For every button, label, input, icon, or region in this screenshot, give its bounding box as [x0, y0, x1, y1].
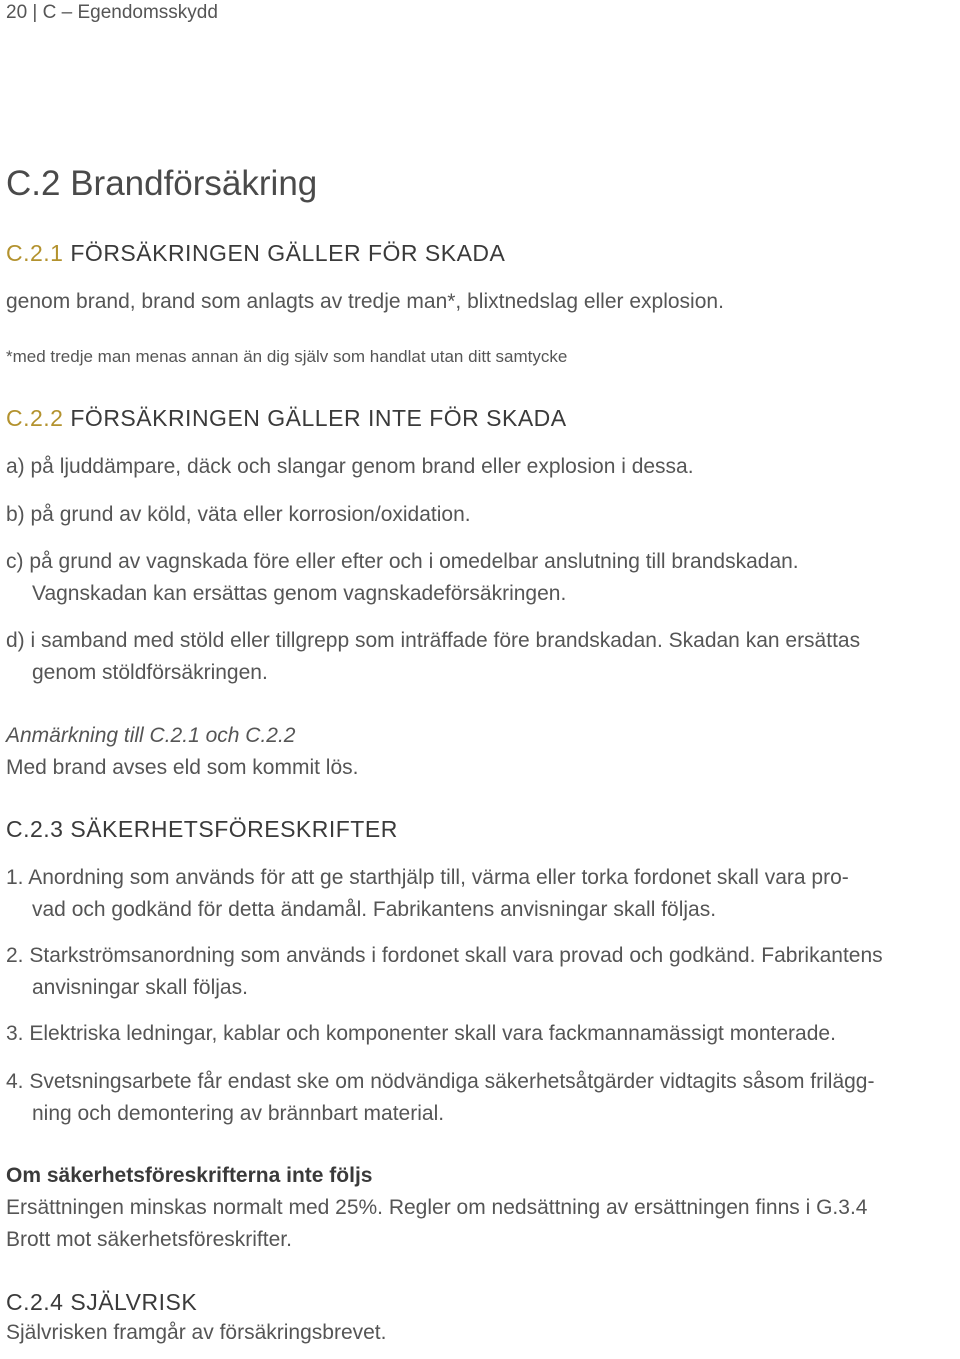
c23-heading — [6, 816, 398, 843]
c23-item-1-cont: vad och godkänd för detta ändamål. Fabrikantens anvisningar skall följas. — [32, 898, 717, 921]
c21-heading — [6, 240, 505, 267]
c23-number: C.2.3 — [6, 816, 64, 842]
c23-item-2: 2. Starkströmsanordning som används i fordonet skall vara provad och godkänd. Fabrikantens — [6, 944, 883, 967]
c23-item-4-cont: ning och demontering av brännbart material. — [32, 1102, 445, 1125]
c24-number: C.2.4 — [6, 1289, 64, 1315]
c23-subtext-1: Ersättningen minskas normalt med 25%. Regler om nedsättning av ersättningen finns i G.3.4 — [6, 1196, 868, 1219]
c22-item-b: b) på grund av köld, väta eller korrosion/oxidation. — [6, 503, 471, 526]
c21-text: genom brand, brand som anlagts av tredje man*, blixtnedslag eller explosion. — [6, 290, 724, 313]
c24-text: Självrisken framgår av försäkringsbrevet. — [6, 1321, 387, 1344]
note-text: Med brand avses eld som kommit lös. — [6, 756, 359, 779]
c21-heading-text: FÖRSÄKRINGEN GÄLLER FÖR SKADA — [70, 240, 506, 266]
c21-footnote: *med tredje man menas annan än dig själv som handlat utan ditt samtycke — [6, 347, 568, 366]
c23-heading-text: SÄKERHETSFÖRESKRIFTER — [70, 816, 398, 842]
section-title: C.2 Brandförsäkring — [6, 164, 318, 203]
c23-subtext-2: Brott mot säkerhetsföreskrifter. — [6, 1228, 292, 1251]
note-title: Anmärkning till C.2.1 och C.2.2 — [6, 724, 296, 747]
c22-number: C.2.2 — [6, 405, 64, 431]
page-header: 20 | C – Egendomsskydd — [6, 2, 218, 23]
c22-item-c: c) på grund av vagnskada före eller efter och i omedelbar anslutning till brandskadan. — [6, 550, 799, 573]
c23-item-2-cont: anvisningar skall följas. — [32, 976, 248, 999]
c23-item-3: 3. Elektriska ledningar, kablar och komponenter skall vara fackmannamässigt monterade. — [6, 1022, 836, 1045]
c22-item-d-cont: genom stöldförsäkringen. — [32, 661, 268, 684]
c23-item-4: 4. Svetsningsarbete får endast ske om nödvändiga säkerhetsåtgärder vidtagits såsom frilägg- — [6, 1070, 875, 1093]
c21-number: C.2.1 — [6, 240, 64, 266]
c22-heading-text: FÖRSÄKRINGEN GÄLLER INTE FÖR SKADA — [70, 405, 567, 431]
c23-item-1: 1. Anordning som används för att ge starthjälp till, värma eller torka fordonet skall vara pro- — [6, 866, 849, 889]
c22-item-a: a) på ljuddämpare, däck och slangar genom brand eller explosion i dessa. — [6, 455, 694, 478]
c24-heading — [6, 1289, 197, 1316]
c23-subheading: Om säkerhetsföreskrifterna inte följs — [6, 1164, 373, 1187]
c22-heading — [6, 405, 567, 432]
c24-heading-text: SJÄLVRISK — [70, 1289, 198, 1315]
c22-item-c-cont: Vagnskadan kan ersättas genom vagnskadeförsäkringen. — [32, 582, 567, 605]
c22-item-d: d) i samband med stöld eller tillgrepp som inträffade före brandskadan. Skadan kan ersättas — [6, 629, 861, 652]
